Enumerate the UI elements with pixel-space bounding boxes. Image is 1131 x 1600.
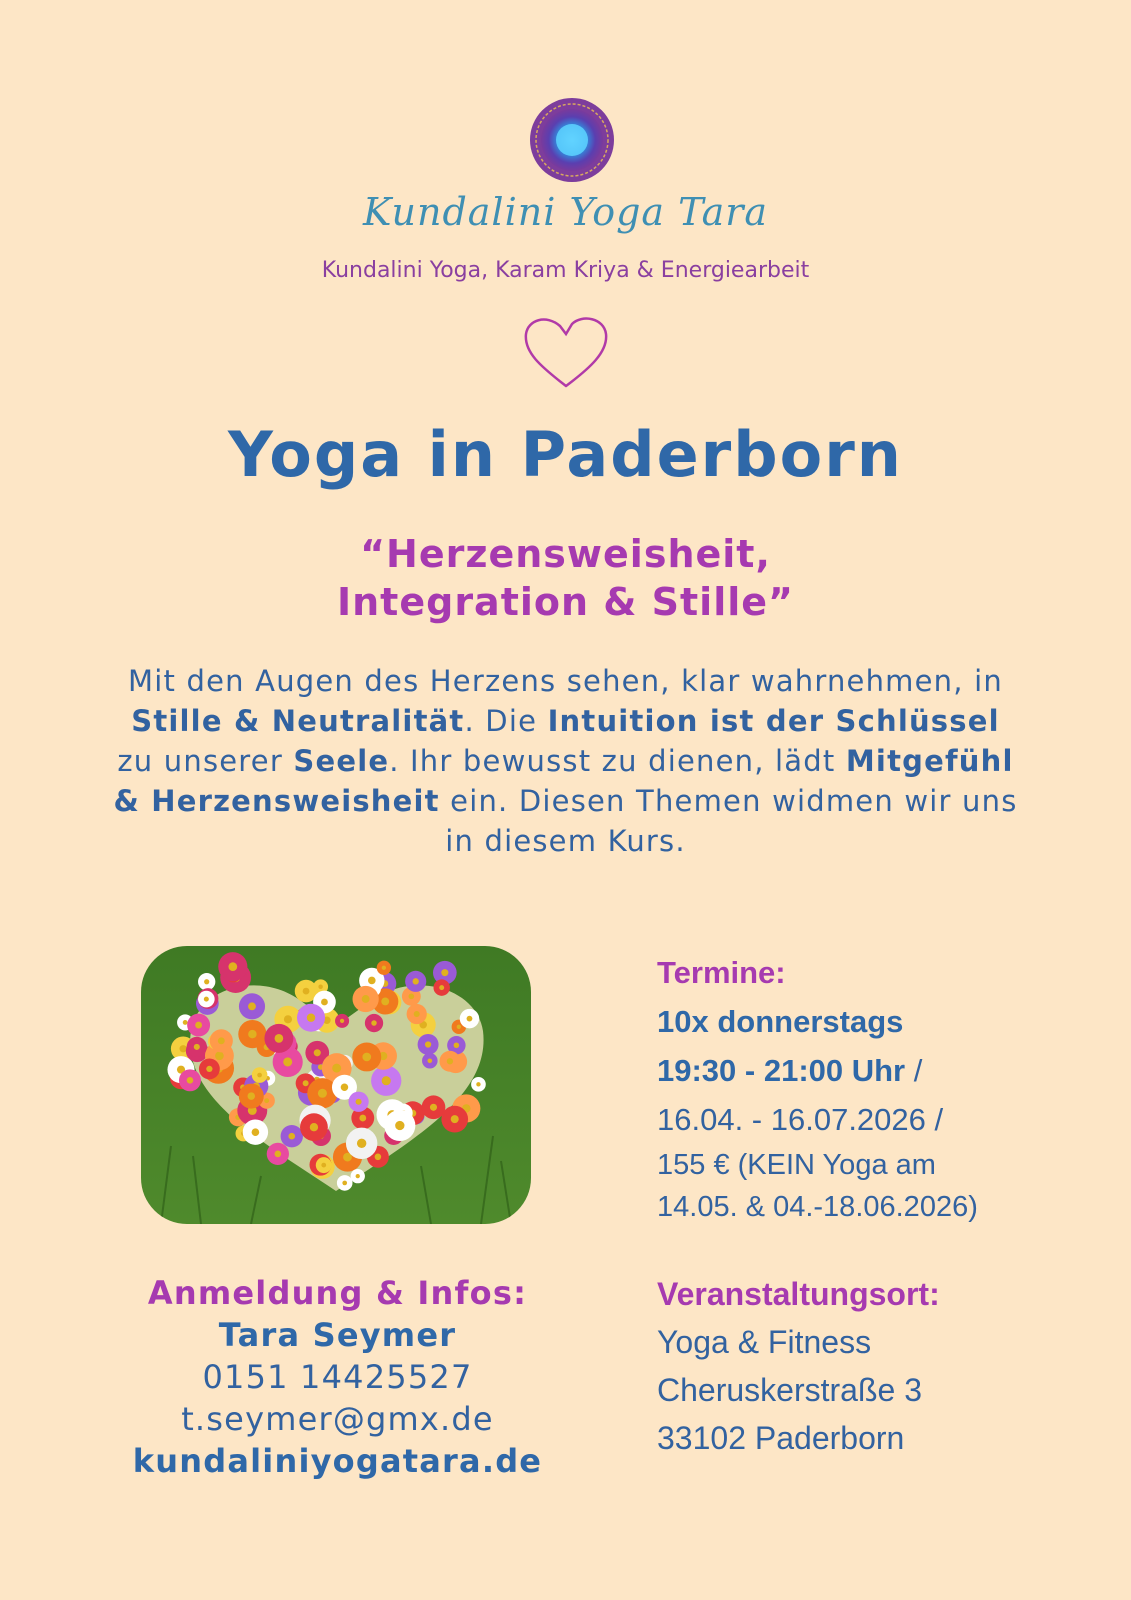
flower-center: [375, 1153, 382, 1160]
flower-center: [187, 1077, 194, 1084]
flower-center: [303, 1080, 309, 1086]
intro-text-part: ein. Diesen Themen widmen wir uns in diesem Kurs.: [439, 784, 1018, 858]
schedule-time-row: [657, 1046, 1097, 1095]
flower-center: [382, 966, 386, 970]
flower-center: [381, 998, 389, 1006]
schedule-block: [657, 948, 1097, 1228]
flower-center: [195, 1022, 202, 1029]
flower-center: [414, 1011, 420, 1017]
flower-center: [307, 1014, 315, 1022]
flower-center: [357, 1139, 366, 1148]
flower-center: [248, 1002, 256, 1010]
venue-block: [657, 1270, 1097, 1462]
mandala-logo-icon: [528, 96, 616, 184]
flower-center: [371, 1020, 376, 1025]
schedule-dates: 16.04. - 16.07.2026 /: [657, 1102, 944, 1137]
venue-street: Cheruskerstraße 3: [657, 1372, 922, 1408]
contact-phone[interactable]: 0151 14425527: [202, 1358, 473, 1396]
flower-center: [303, 988, 310, 995]
brand-name: Kundalini Yoga Tara: [362, 190, 769, 234]
flower-center: [194, 1044, 200, 1050]
flower-center: [275, 1151, 282, 1158]
flower-center: [179, 1045, 186, 1052]
flower-center: [441, 969, 448, 976]
intro-text-part: . Ihr bewusst zu dienen, lädt: [389, 744, 846, 778]
intro-text-part: Mit den Augen des Herzens sehen, klar wahrnehmen, in: [128, 664, 1003, 698]
intro-bold-intuition: Intuition ist der Schlüssel: [547, 704, 1000, 738]
flower-center: [362, 1053, 371, 1062]
course-quote: [0, 530, 1131, 626]
flower-center: [248, 1092, 255, 1099]
flower-center: [425, 1041, 431, 1047]
flower-center: [451, 1115, 459, 1123]
flower-center: [457, 1025, 461, 1029]
flower-center: [476, 1082, 480, 1086]
contact-website[interactable]: kundaliniyogatara.de: [132, 1442, 543, 1480]
flower-center: [310, 1123, 318, 1131]
flower-center: [321, 1163, 326, 1168]
intro-text: [110, 661, 1021, 861]
flower-center: [275, 1034, 284, 1043]
schedule-time: 19:30 - 21:00 Uhr: [657, 1053, 906, 1088]
flower-center: [204, 997, 209, 1002]
contact-label: Anmeldung & Infos:: [147, 1274, 528, 1312]
flower-center: [342, 1181, 347, 1186]
flower-center: [359, 1115, 366, 1122]
flower-center: [257, 1073, 262, 1078]
venue-name: Yoga & Fitness: [657, 1324, 872, 1360]
contact-block: [100, 1272, 575, 1482]
flower-center: [218, 1037, 225, 1044]
flower-center: [314, 1049, 321, 1056]
flower-center: [340, 1019, 344, 1023]
flower-center: [467, 1016, 473, 1022]
schedule-days: 10x donnerstags: [657, 1004, 904, 1039]
flower-center: [427, 1058, 432, 1063]
quote-line-1: “Herzensweisheit,: [360, 532, 771, 576]
flower-center: [454, 1042, 460, 1048]
flower-center: [368, 977, 376, 985]
quote-line-2: Integration & Stille”: [336, 580, 795, 624]
tagline: Kundalini Yoga, Karam Kriya & Energiearbeit: [321, 258, 810, 283]
flower-center: [215, 1051, 224, 1060]
venue-label: Veranstaltungsort:: [657, 1276, 940, 1312]
flower-center: [382, 1076, 391, 1085]
intro-bold-stille: Stille & Neutralität: [131, 704, 465, 738]
flower-heart-photo: [141, 946, 531, 1224]
flower-center: [332, 1064, 341, 1073]
intro-bold-mitgefuehl: Mitgefühl & Herzensweisheit: [113, 744, 1014, 818]
flower-center: [206, 1066, 212, 1072]
flower-center: [341, 1084, 348, 1091]
flower-center: [356, 1099, 362, 1105]
page-title: Yoga in Paderborn: [228, 418, 903, 491]
flower-center: [248, 1030, 256, 1038]
flower-center: [284, 1015, 292, 1023]
schedule-exceptions: 14.05. & 04.-18.06.2026): [657, 1191, 978, 1223]
flower-center: [228, 962, 237, 971]
contact-email[interactable]: t.seymer@gmx.de: [181, 1400, 494, 1438]
flower-center: [318, 1089, 327, 1098]
flower-center: [395, 1121, 404, 1130]
flower-center: [430, 1104, 437, 1111]
flower-center: [283, 1057, 292, 1066]
intro-text-part: zu unserer: [117, 744, 294, 778]
flower-center: [447, 1058, 453, 1064]
intro-bold-seele: Seele: [293, 744, 390, 778]
flower-center: [409, 993, 415, 999]
flower-center: [413, 978, 419, 984]
heart-icon: [520, 312, 612, 394]
schedule-label: Termine:: [657, 955, 786, 990]
contact-name: Tara Seymer: [218, 1316, 457, 1354]
schedule-price: 155 € (KEIN Yoga am: [657, 1149, 936, 1181]
flower-center: [321, 999, 328, 1006]
flower-center: [183, 1020, 188, 1025]
flower-center: [318, 985, 322, 989]
schedule-time-sep: /: [905, 1053, 923, 1088]
intro-text-part: . Die: [464, 704, 548, 738]
flower-center: [264, 1098, 269, 1103]
flower-center: [288, 1133, 295, 1140]
flower-center: [439, 985, 444, 990]
flower-center: [356, 1174, 360, 1178]
flower-center: [362, 995, 370, 1003]
flower-center: [252, 1128, 260, 1136]
flower-center: [204, 979, 209, 984]
venue-city: 33102 Paderborn: [657, 1420, 905, 1456]
